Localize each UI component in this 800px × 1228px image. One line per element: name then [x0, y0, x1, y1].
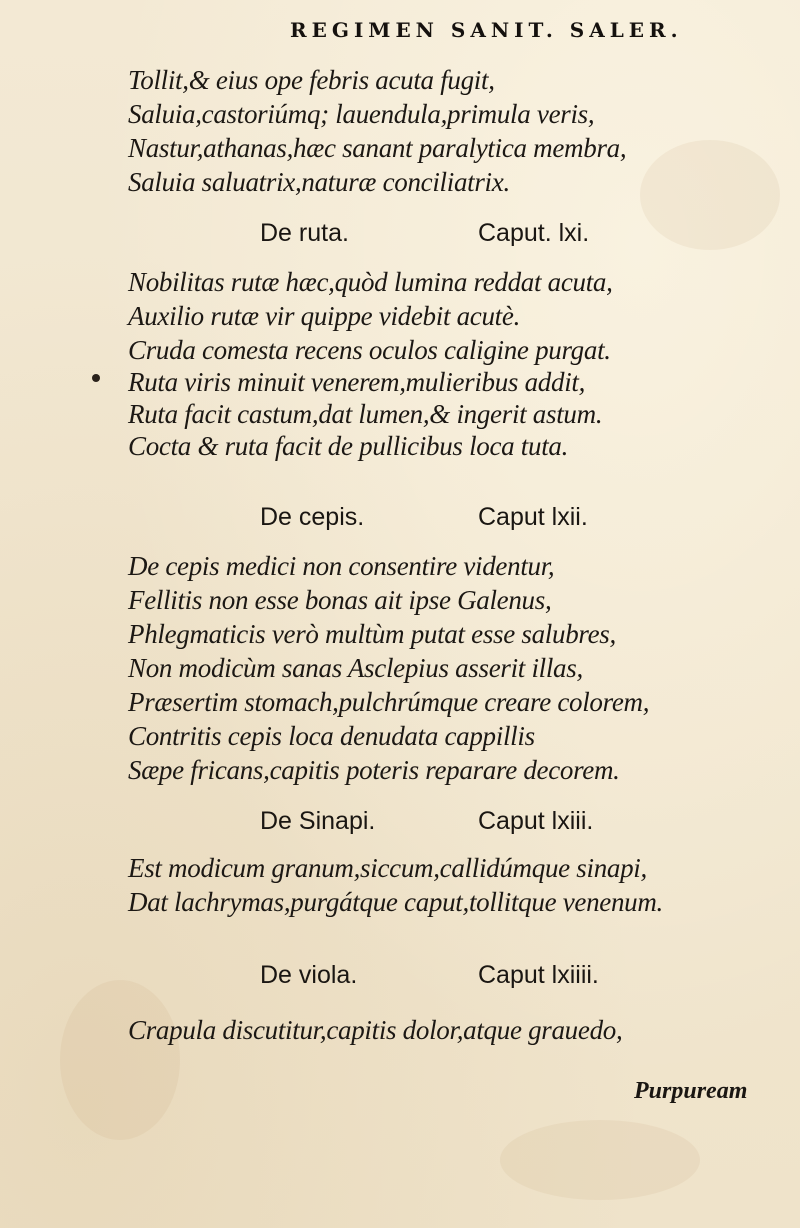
- chapter-number: Caput lxii.: [478, 503, 588, 531]
- verse-line: Non modicùm sanas Asclepius asserit illas,: [128, 653, 583, 683]
- verse-line: Sæpe fricans,capitis poteris reparare decorem.: [128, 755, 620, 785]
- verse-line: De cepis medici non consentire videntur,: [128, 551, 555, 581]
- verse-line: Fellitis non esse bonas ait ipse Galenus,: [128, 585, 552, 615]
- verse-line: Ruta facit castum,dat lumen,& ingerit astum.: [128, 399, 603, 429]
- verse-line: Saluia saluatrix,naturæ conciliatrix.: [128, 167, 510, 197]
- verse-line: Auxilio rutæ vir quippe videbit acutè.: [128, 301, 521, 331]
- verse-line: Contritis cepis loca denudata cappillis: [128, 721, 535, 751]
- chapter-title: De Sinapi.: [260, 807, 376, 835]
- verse-line: Tollit,& eius ope febris acuta fugit,: [128, 65, 495, 95]
- verse-line: Cocta & ruta facit de pullicibus loca tuta.: [128, 431, 569, 461]
- catchword: Purpuream: [634, 1078, 748, 1104]
- chapter-number: Caput. lxi.: [478, 219, 590, 247]
- verse-line: Crapula discutitur,capitis dolor,atque grauedo,: [128, 1015, 623, 1045]
- chapter-number: Caput lxiiii.: [478, 961, 599, 989]
- chapter-number: Caput lxiii.: [478, 807, 594, 835]
- verse-line: Nastur,athanas,hæc sanant paralytica membra,: [128, 133, 627, 163]
- running-head: REGIMEN SANIT. SALER.: [290, 18, 683, 42]
- verse-line: Nobilitas rutæ hæc,quòd lumina reddat acuta,: [128, 267, 613, 297]
- chapter-title: De viola.: [260, 961, 358, 989]
- chapter-title: De ruta.: [260, 219, 349, 247]
- ink-dot: [92, 374, 100, 382]
- verse-line: Dat lachrymas,purgátque caput,tollitque venenum.: [128, 887, 664, 917]
- paper-stain: [500, 1120, 700, 1200]
- paper-stain: [640, 140, 780, 250]
- verse-line: Phlegmaticis verò multùm putat esse salubres,: [128, 619, 616, 649]
- verse-line: Saluia,castoriúmq; lauendula,primula veris,: [128, 99, 595, 129]
- verse-line: Cruda comesta recens oculos caligine purgat.: [128, 335, 611, 365]
- chapter-title: De cepis.: [260, 503, 365, 531]
- verse-line: Est modicum granum,siccum,callidúmque sinapi,: [128, 853, 647, 883]
- verse-line: Ruta viris minuit venerem,mulieribus addit,: [128, 367, 586, 397]
- verse-line: Præsertim stomach,pulchrúmque creare colorem,: [128, 687, 650, 717]
- paper-stain: [60, 980, 180, 1140]
